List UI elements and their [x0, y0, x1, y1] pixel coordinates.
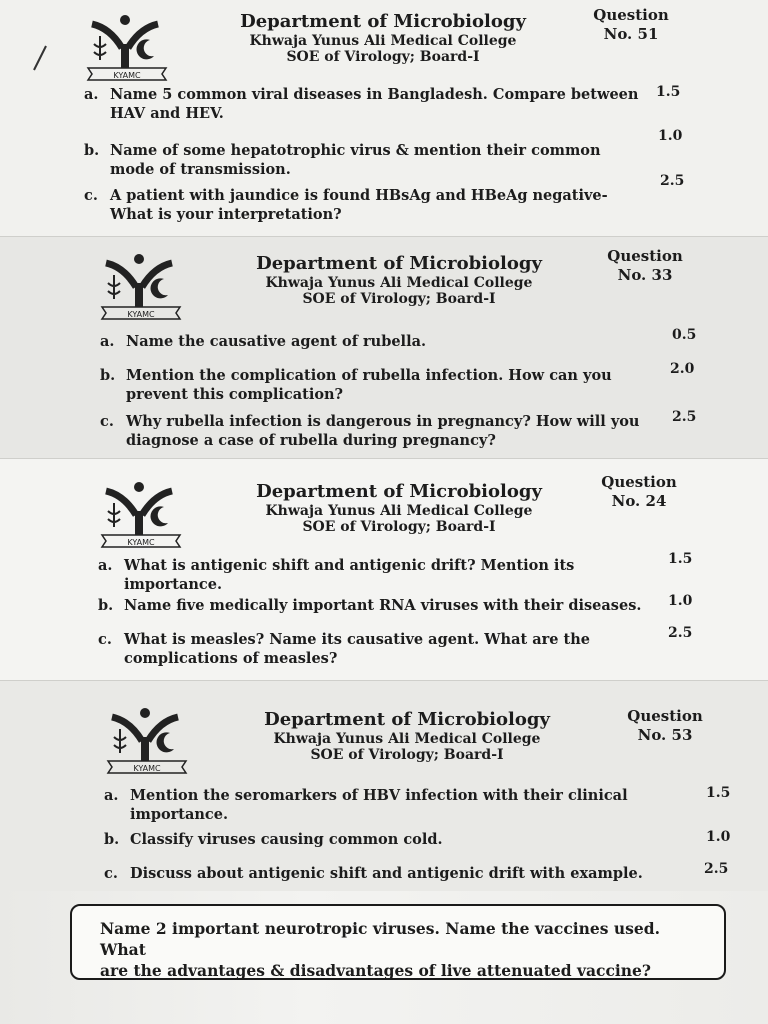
slip-header	[254, 481, 544, 536]
kyamc-logo	[84, 14, 170, 82]
kyamc-logo	[98, 253, 184, 321]
mark-value: 2.5	[704, 861, 729, 877]
mark-value: 0.5	[672, 327, 697, 343]
mark-value: 2.5	[668, 625, 693, 641]
mark-value: 2.5	[660, 173, 685, 189]
question-slip-51: KYAMC Department of Microbiology Khwaja Yunus Ali Medical College SOE of Virology; Board-I Question No. 51 a. Name 5 common viral diseases in Bangladesh. Compare between HAV and HEV. 1.5 b. Name of some hepatotrophic virus & mention their common mode of transmission. 1.0 c. A patient with jaundice is found HBsAg and HBeAg negative- What is your interpretation? 2.5	[0, 0, 768, 236]
college-name: Khwaja Yunus Ali Medical College	[265, 502, 533, 519]
question-number: Question No. 33	[607, 247, 683, 284]
soe-board: SOE of Virology; Board-I	[286, 49, 480, 66]
mark-value: 2.5	[672, 409, 697, 425]
slip-header	[238, 11, 528, 66]
svg-text:KYAMC: KYAMC	[113, 71, 141, 80]
slip-header	[262, 709, 552, 764]
soe-board: SOE of Virology; Board-I	[310, 747, 504, 764]
question-number: Question No. 51	[593, 6, 669, 43]
department-name: Department of Microbiology	[256, 253, 542, 274]
svg-text:KYAMC: KYAMC	[127, 538, 155, 547]
soe-board: SOE of Virology; Board-I	[302, 519, 496, 536]
mark-value: 1.0	[658, 128, 683, 144]
boxed-question-line: are the advantages & disadvantages of live attenuated vaccine?	[100, 960, 651, 980]
mark-value: 1.5	[706, 785, 731, 801]
svg-text:KYAMC: KYAMC	[127, 310, 155, 319]
mark-value: 2.0	[670, 361, 695, 377]
question-number: Question No. 53	[627, 707, 703, 744]
boxed-question-line: Name 2 important neurotropic viruses. Name the vaccines used. What	[100, 919, 660, 959]
college-name: Khwaja Yunus Ali Medical College	[273, 730, 541, 747]
department-name: Department of Microbiology	[256, 481, 542, 502]
question-slip-33: KYAMC Department of Microbiology Khwaja Yunus Ali Medical College SOE of Virology; Board-I Question No. 33 a. Name the causative agent of rubella. 0.5 b. Mention the complication of rubella infection. How can you prevent this complication? 2.0 c. Why rubella infection is dangerous in pregnancy? How will you diagnose a case of rubella during pregnancy? 2.5	[0, 236, 768, 459]
kyamc-logo	[98, 481, 184, 549]
mark-value: 1.0	[706, 829, 731, 845]
mark-value: 1.0	[668, 593, 693, 609]
department-name: Department of Microbiology	[264, 709, 550, 730]
department-name: Department of Microbiology	[240, 11, 526, 32]
kyamc-logo	[104, 707, 190, 775]
question-number: Question No. 24	[601, 473, 677, 510]
slip-header	[254, 253, 544, 308]
pen-mark-icon	[30, 44, 50, 72]
college-name: Khwaja Yunus Ali Medical College	[249, 32, 517, 49]
soe-board: SOE of Virology; Board-I	[302, 291, 496, 308]
college-name: Khwaja Yunus Ali Medical College	[265, 274, 533, 291]
boxed-question	[70, 904, 726, 980]
mark-value: 1.5	[668, 551, 693, 567]
mark-value: 1.5	[656, 84, 681, 100]
question-slip-24: KYAMC Department of Microbiology Khwaja Yunus Ali Medical College SOE of Virology; Board-I Question No. 24 a. What is antigenic shift and antigenic drift? Mention its importance. 1.5 b. Name five medically important RNA viruses with their diseases. 1.0 c. What is measles? Name its causative agent. What are the complications of measles? 2.5	[0, 458, 768, 681]
svg-text:KYAMC: KYAMC	[133, 764, 161, 773]
question-slip-53: KYAMC Department of Microbiology Khwaja Yunus Ali Medical College SOE of Virology; Board-I Question No. 53 a. Mention the seromarkers of HBV infection with their clinical importance. 1.5 b. Classify viruses causing common cold. 1.0 c. Discuss about antigenic shift and antigenic drift with example. 2.5	[0, 680, 768, 891]
